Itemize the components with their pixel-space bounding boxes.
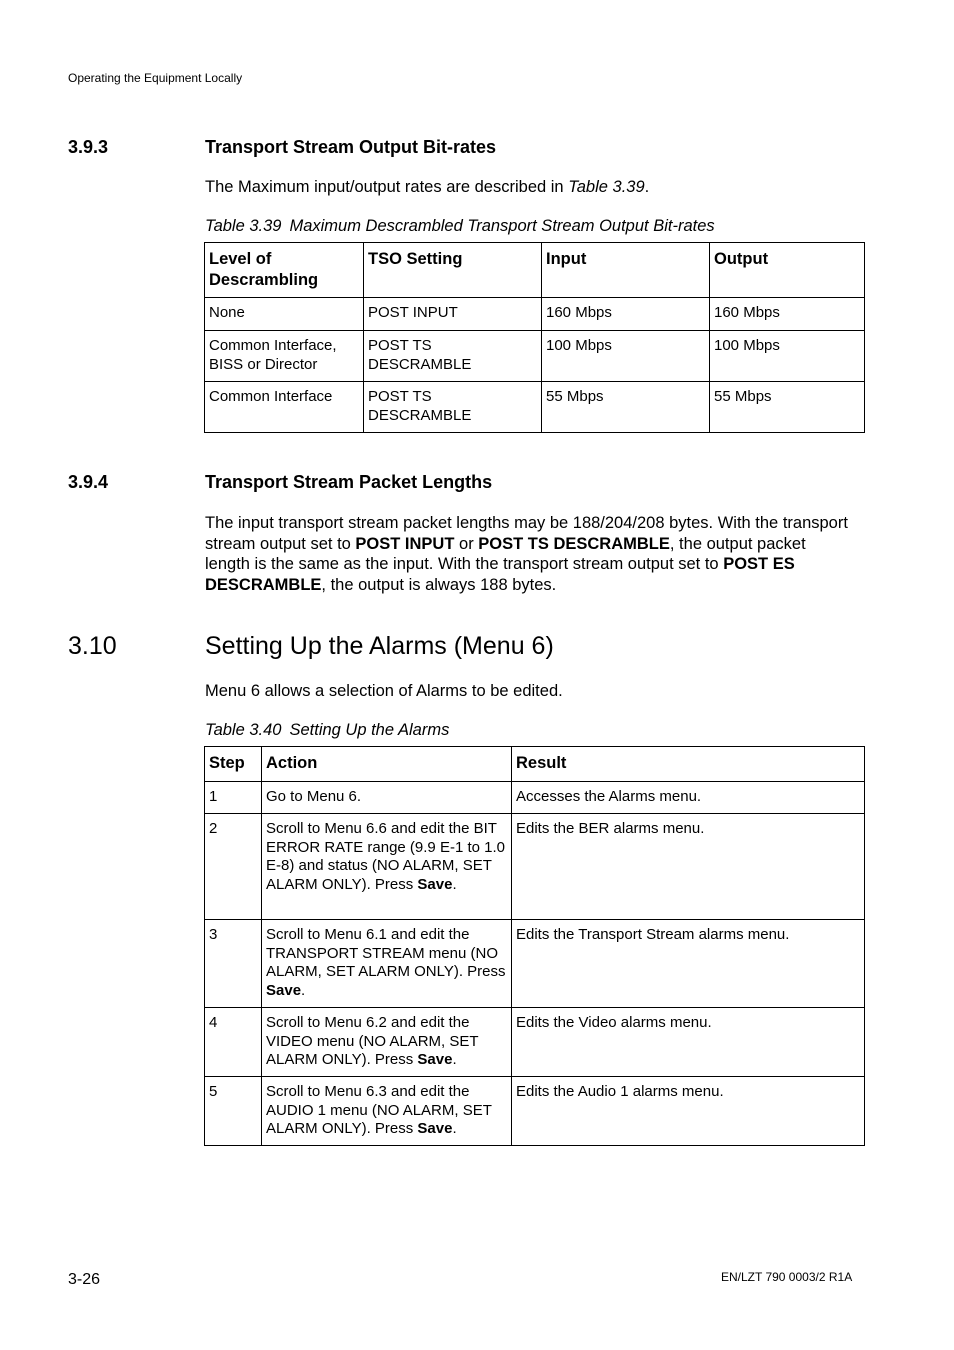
column-header: Level of Descrambling <box>205 243 364 298</box>
table-cell: POST INPUT <box>364 298 542 331</box>
table-cell: 100 Mbps <box>542 331 710 382</box>
action-cell: Go to Menu 6. <box>262 782 512 814</box>
result-cell: Edits the BER alarms menu. <box>512 814 865 920</box>
table-cell: Common Interface <box>205 382 364 433</box>
action-cell: Scroll to Menu 6.1 and edit the TRANSPORT STREAM menu (NO ALARM, SET ALARM ONLY). Press Save. <box>262 920 512 1008</box>
step-cell: 1 <box>205 782 262 814</box>
section-paragraph: Menu 6 allows a selection of Alarms to be edited. <box>205 682 563 700</box>
table-row <box>205 382 865 433</box>
table-row <box>205 1008 865 1077</box>
step-cell: 3 <box>205 920 262 1008</box>
result-cell: Edits the Transport Stream alarms menu. <box>512 920 865 1008</box>
table-row <box>205 331 865 382</box>
table-cell: None <box>205 298 364 331</box>
column-header: Output <box>710 243 865 298</box>
column-header: Input <box>542 243 710 298</box>
running-header: Operating the Equipment Locally <box>68 71 243 85</box>
alarms-table <box>204 746 865 1146</box>
section-number: 3.9.4 <box>68 472 109 492</box>
table-cell: Common Interface, BISS or Director <box>205 331 364 382</box>
chapter-section-title: Setting Up the Alarms (Menu 6) <box>205 632 554 660</box>
table-row <box>205 920 865 1008</box>
table-cell: POST TS DESCRAMBLE <box>364 331 542 382</box>
column-header: TSO Setting <box>364 243 542 298</box>
step-cell: 2 <box>205 814 262 920</box>
action-cell: Scroll to Menu 6.6 and edit the BIT ERROR RATE range (9.9 E-1 to 1.0 E-8) and status (NO ALARM, SET ALARM ONLY). Press Save. <box>262 814 512 920</box>
section-title: Transport Stream Packet Lengths <box>205 472 493 492</box>
chapter-section-number: 3.10 <box>68 632 117 660</box>
table-cell: POST TS DESCRAMBLE <box>364 382 542 433</box>
document-id: EN/LZT 790 0003/2 R1A <box>721 1270 853 1284</box>
table-cell: 55 Mbps <box>542 382 710 433</box>
action-cell: Scroll to Menu 6.2 and edit the VIDEO menu (NO ALARM, SET ALARM ONLY). Press Save. <box>262 1008 512 1077</box>
table-cell: 160 Mbps <box>542 298 710 331</box>
table-reference: Table 3.39 <box>568 178 645 196</box>
section-paragraph: The Maximum input/output rates are described in Table 3.39. <box>205 178 650 196</box>
step-cell: 4 <box>205 1008 262 1077</box>
table-cell: 100 Mbps <box>710 331 865 382</box>
column-header: Step <box>205 747 262 782</box>
result-cell: Edits the Video alarms menu. <box>512 1008 865 1077</box>
action-cell: Scroll to Menu 6.3 and edit the AUDIO 1 menu (NO ALARM, SET ALARM ONLY). Press Save. <box>262 1077 512 1146</box>
column-header: Action <box>262 747 512 782</box>
bitrate-table <box>204 242 865 433</box>
section-title: Transport Stream Output Bit-rates <box>205 137 497 157</box>
table-caption: Table 3.39 Maximum Descrambled Transport Stream Output Bit-rates <box>205 217 715 235</box>
step-cell: 5 <box>205 1077 262 1146</box>
column-header: Result <box>512 747 865 782</box>
section-number: 3.9.3 <box>68 137 109 157</box>
result-cell: Accesses the Alarms menu. <box>512 782 865 814</box>
page-number: 3-26 <box>68 1271 101 1288</box>
table-header-row <box>205 243 865 298</box>
table-caption: Table 3.40 Setting Up the Alarms <box>205 721 450 739</box>
table-header-row <box>205 747 865 782</box>
table-cell: 160 Mbps <box>710 298 865 331</box>
table-row <box>205 1077 865 1146</box>
table-row <box>205 298 865 331</box>
table-cell: 55 Mbps <box>710 382 865 433</box>
table-row <box>205 782 865 814</box>
section-paragraph: The input transport stream packet lengths may be 188/204/208 bytes. With the transport stream output set to POST INPUT or POST TS DESCRAMBLE, the output packet length is the same as the input. With the transport stream output set to POST ES DESCRAMBLE, the output is always 188 bytes. <box>205 514 848 594</box>
table-row <box>205 814 865 920</box>
result-cell: Edits the Audio 1 alarms menu. <box>512 1077 865 1146</box>
